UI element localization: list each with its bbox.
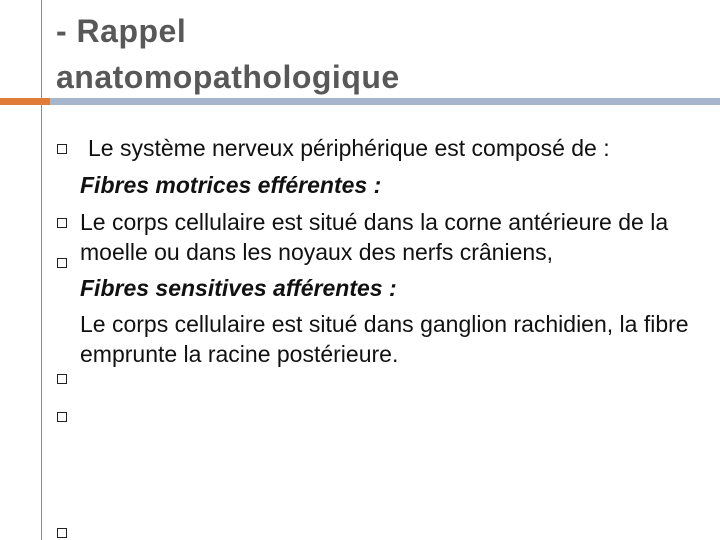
bullet-list: [80, 133, 700, 369]
bullet-item: Le corps cellulaire est situé dans la corne antérieure de la moelle ou dans les noyaux des nerfs crâniens,: [80, 209, 669, 265]
bullet-item: Fibres motrices efférentes :: [80, 172, 382, 198]
title-underline-accent: [0, 98, 50, 105]
bullet-item: Fibres sensitives afférentes :: [80, 275, 397, 301]
bullet-item: Le système nerveux périphérique est composé de :: [88, 135, 610, 161]
hollow-square-icon: [57, 258, 67, 268]
title-line-2: anatomopathologique: [56, 59, 400, 95]
hollow-square-icon: [57, 412, 67, 422]
left-vertical-rule: [41, 0, 42, 540]
hollow-square-icon: [57, 528, 67, 538]
hollow-square-icon: [57, 218, 67, 228]
title-underline: [50, 98, 720, 105]
title-line-1: - Rappel: [56, 13, 187, 49]
hollow-square-icon: [57, 374, 67, 384]
bullet-item: Le corps cellulaire est situé dans ganglion rachidien, la fibre emprunte la racine postérieure.: [80, 311, 689, 367]
slide-title: [56, 8, 400, 100]
hollow-square-icon: [57, 144, 67, 154]
